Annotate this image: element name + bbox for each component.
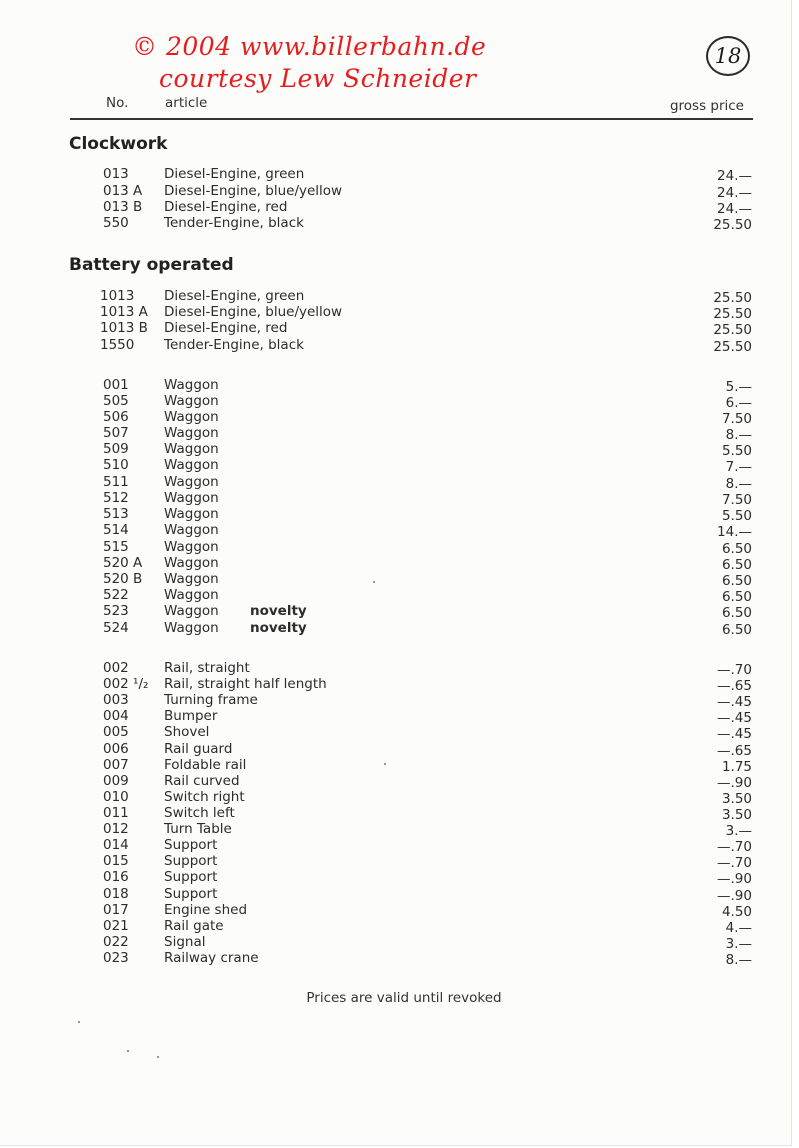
item-price: 1.75 <box>721 759 752 775</box>
item-number: 514 <box>103 522 129 538</box>
item-price: 25.50 <box>713 306 752 322</box>
scan-speck <box>373 581 375 583</box>
item-number: 013 B <box>103 199 143 215</box>
item-article: Support <box>164 837 218 853</box>
item-price: 14.— <box>717 524 752 540</box>
scan-speck <box>127 1050 129 1052</box>
list-item <box>0 539 792 555</box>
watermark-copyright: © 2004 www.billerbahn.de <box>132 32 487 61</box>
item-article: Diesel-Engine, green <box>164 288 305 304</box>
item-number: 513 <box>103 506 129 522</box>
item-price: 4.50 <box>721 904 752 920</box>
item-number: 1013 A <box>100 304 148 320</box>
column-header-no: No. <box>106 95 129 111</box>
list-item <box>0 708 792 724</box>
item-article: Diesel-Engine, red <box>164 320 288 336</box>
item-price: 3.— <box>725 823 752 839</box>
page-number: 18 <box>706 36 750 76</box>
item-number: 010 <box>103 789 129 805</box>
item-number: 016 <box>103 869 129 885</box>
list-item <box>0 853 792 869</box>
list-item <box>0 603 792 619</box>
column-header-article: article <box>165 95 208 111</box>
item-article: Shovel <box>164 724 210 740</box>
header-divider <box>70 118 753 120</box>
item-article: Waggon <box>164 620 219 636</box>
item-number: 524 <box>103 620 129 636</box>
list-item <box>0 805 792 821</box>
list-item <box>0 377 792 393</box>
item-price: 7.50 <box>721 411 752 427</box>
item-number: 506 <box>103 409 129 425</box>
item-article: Rail guard <box>164 741 233 757</box>
item-article: Waggon <box>164 393 219 409</box>
item-article: Waggon <box>164 474 219 490</box>
list-item <box>0 571 792 587</box>
list-item <box>0 522 792 538</box>
list-item <box>0 676 792 692</box>
list-item <box>0 620 792 636</box>
list-item <box>0 320 792 336</box>
item-number: 507 <box>103 425 129 441</box>
item-price: —.90 <box>717 871 752 887</box>
item-price: 25.50 <box>713 290 752 306</box>
item-price: 6.50 <box>721 622 752 638</box>
item-number: 021 <box>103 918 129 934</box>
item-number: 005 <box>103 724 129 740</box>
item-number: 520 B <box>103 571 143 587</box>
list-item <box>0 886 792 902</box>
list-item <box>0 837 792 853</box>
item-price: 6.50 <box>721 589 752 605</box>
item-number: 505 <box>103 393 129 409</box>
item-price: —.70 <box>717 662 752 678</box>
item-number: 023 <box>103 950 129 966</box>
item-article: Waggon <box>164 506 219 522</box>
item-article: Waggon <box>164 522 219 538</box>
scan-speck <box>157 1056 159 1058</box>
list-item <box>0 183 792 199</box>
list-item <box>0 902 792 918</box>
item-price: 6.50 <box>721 557 752 573</box>
list-item <box>0 490 792 506</box>
item-article: Waggon <box>164 425 219 441</box>
item-price: —.45 <box>717 726 752 742</box>
item-article: Diesel-Engine, blue/yellow <box>164 304 343 320</box>
item-price: —.65 <box>717 743 752 759</box>
list-item <box>0 934 792 950</box>
item-number: 003 <box>103 692 129 708</box>
item-article: Waggon <box>164 377 219 393</box>
item-number: 004 <box>103 708 129 724</box>
item-article: Turn Table <box>164 821 232 837</box>
item-number: 012 <box>103 821 129 837</box>
item-price: 25.50 <box>713 217 752 233</box>
list-item <box>0 869 792 885</box>
item-price: 8.— <box>725 476 752 492</box>
item-number: 1013 <box>100 288 135 304</box>
item-number: 017 <box>103 902 129 918</box>
list-item <box>0 441 792 457</box>
list-item <box>0 757 792 773</box>
item-number: 511 <box>103 474 129 490</box>
item-article: Engine shed <box>164 902 248 918</box>
item-price: 6.50 <box>721 541 752 557</box>
item-price: 5.50 <box>721 508 752 524</box>
list-item <box>0 692 792 708</box>
item-number: 013 <box>103 166 129 182</box>
list-item <box>0 950 792 966</box>
item-article: Bumper <box>164 708 218 724</box>
item-number: 014 <box>103 837 129 853</box>
novelty-label: novelty <box>250 603 307 619</box>
list-item <box>0 425 792 441</box>
item-article: Waggon <box>164 555 219 571</box>
item-article: Turning frame <box>164 692 258 708</box>
list-item <box>0 821 792 837</box>
item-price: —.45 <box>717 710 752 726</box>
item-article: Waggon <box>164 539 219 555</box>
list-item <box>0 166 792 182</box>
item-number: 001 <box>103 377 129 393</box>
list-item <box>0 773 792 789</box>
section-title-battery-operated: Battery operated <box>69 255 234 275</box>
list-item <box>0 587 792 603</box>
list-item <box>0 304 792 320</box>
item-article: Waggon <box>164 441 219 457</box>
item-price: 6.50 <box>721 573 752 589</box>
list-item <box>0 199 792 215</box>
item-article: Switch left <box>164 805 235 821</box>
item-price: —.70 <box>717 855 752 871</box>
item-price: 3.— <box>725 936 752 952</box>
item-number: 011 <box>103 805 129 821</box>
item-article: Switch right <box>164 789 245 805</box>
item-price: 3.50 <box>721 791 752 807</box>
validity-note: Prices are valid until revoked <box>306 990 502 1006</box>
item-article: Rail gate <box>164 918 224 934</box>
item-price: 24.— <box>717 168 752 184</box>
item-number: 007 <box>103 757 129 773</box>
item-number: 520 A <box>103 555 143 571</box>
item-article: Waggon <box>164 571 219 587</box>
item-article: Support <box>164 869 218 885</box>
item-price: 7.— <box>725 459 752 475</box>
item-number: 509 <box>103 441 129 457</box>
list-item <box>0 724 792 740</box>
item-article: Waggon <box>164 587 219 603</box>
item-article: Rail curved <box>164 773 240 789</box>
item-article: Tender-Engine, black <box>164 337 304 353</box>
novelty-label: novelty <box>250 620 307 636</box>
item-article: Waggon <box>164 457 219 473</box>
section-title-clockwork: Clockwork <box>69 134 168 154</box>
list-item <box>0 506 792 522</box>
item-price: 25.50 <box>713 339 752 355</box>
list-item <box>0 918 792 934</box>
list-item <box>0 409 792 425</box>
item-article: Foldable rail <box>164 757 247 773</box>
item-price: 6.— <box>725 395 752 411</box>
item-price: 5.— <box>725 379 752 395</box>
item-price: 7.50 <box>721 492 752 508</box>
item-number: 015 <box>103 853 129 869</box>
item-price: 24.— <box>717 201 752 217</box>
list-item <box>0 457 792 473</box>
item-article: Diesel-Engine, blue/yellow <box>164 183 343 199</box>
item-price: 25.50 <box>713 322 752 338</box>
list-item <box>0 474 792 490</box>
item-article: Rail, straight half length <box>164 676 327 692</box>
item-article: Tender-Engine, black <box>164 215 304 231</box>
item-price: 8.— <box>725 427 752 443</box>
item-number: 002 <box>103 660 129 676</box>
item-price: 5.50 <box>721 443 752 459</box>
item-number: 515 <box>103 539 129 555</box>
list-item <box>0 288 792 304</box>
item-price: —.90 <box>717 775 752 791</box>
item-number: 002 ¹/₂ <box>103 676 149 692</box>
list-item <box>0 555 792 571</box>
scan-speck <box>384 763 386 765</box>
scan-speck <box>78 1021 80 1023</box>
item-article: Waggon <box>164 409 219 425</box>
item-price: 4.— <box>725 920 752 936</box>
item-price: —.90 <box>717 888 752 904</box>
item-price: 3.50 <box>721 807 752 823</box>
item-article: Support <box>164 886 218 902</box>
item-number: 006 <box>103 741 129 757</box>
item-price: 8.— <box>725 952 752 968</box>
list-item <box>0 337 792 353</box>
item-price: —.70 <box>717 839 752 855</box>
list-item <box>0 741 792 757</box>
list-item <box>0 393 792 409</box>
item-number: 1550 <box>100 337 135 353</box>
item-number: 522 <box>103 587 129 603</box>
watermark-courtesy: courtesy Lew Schneider <box>159 64 477 93</box>
item-number: 022 <box>103 934 129 950</box>
list-item <box>0 215 792 231</box>
item-article: Waggon <box>164 490 219 506</box>
item-price: —.45 <box>717 694 752 710</box>
item-number: 550 <box>103 215 129 231</box>
item-price: 6.50 <box>721 605 752 621</box>
item-number: 510 <box>103 457 129 473</box>
item-number: 512 <box>103 490 129 506</box>
list-item <box>0 789 792 805</box>
item-article: Waggon <box>164 603 219 619</box>
item-article: Diesel-Engine, red <box>164 199 288 215</box>
item-article: Signal <box>164 934 206 950</box>
item-number: 013 A <box>103 183 143 199</box>
item-article: Support <box>164 853 218 869</box>
item-article: Rail, straight <box>164 660 250 676</box>
item-price: —.65 <box>717 678 752 694</box>
list-item <box>0 660 792 676</box>
item-number: 009 <box>103 773 129 789</box>
item-number: 018 <box>103 886 129 902</box>
item-number: 523 <box>103 603 129 619</box>
item-price: 24.— <box>717 185 752 201</box>
item-number: 1013 B <box>100 320 148 336</box>
column-header-gross-price: gross price <box>669 98 744 114</box>
item-article: Railway crane <box>164 950 259 966</box>
item-article: Diesel-Engine, green <box>164 166 305 182</box>
